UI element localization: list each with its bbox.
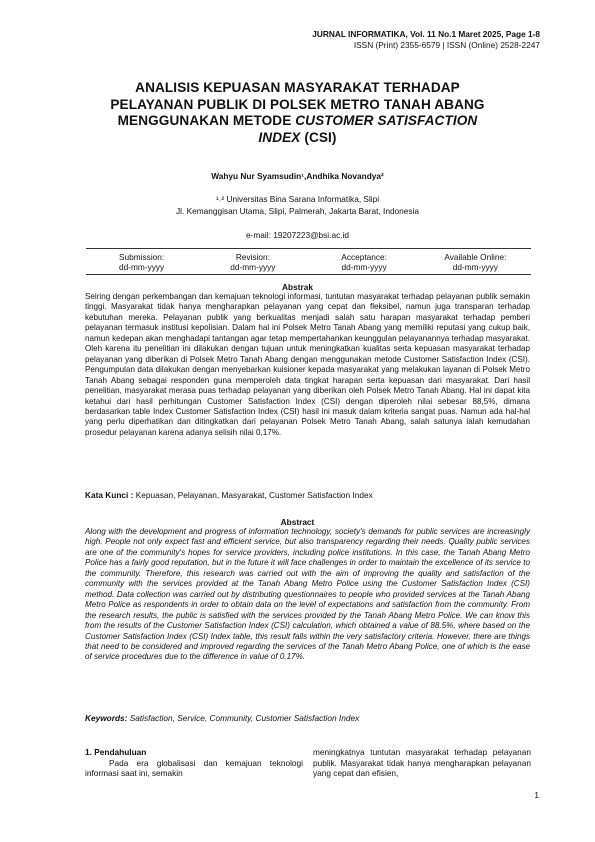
title-line-1: ANALISIS KEPUASAN MASYARAKAT TERHADAP (135, 80, 460, 95)
date-value: dd-mm-yyyy (341, 262, 387, 272)
date-label: Submission: (119, 252, 165, 262)
journal-issn: ISSN (Print) 2355-6579 | ISSN (Online) 2528-2247 (353, 39, 540, 50)
email[interactable]: e-mail: 19207223@bsi.ac.id (246, 230, 349, 240)
title-line-4 (70, 130, 525, 147)
date-revision (197, 252, 308, 272)
date-online (420, 252, 531, 272)
authors: Wahyu Nur Syamsudin¹,Andhika Novandya² (211, 171, 384, 181)
kata-kunci (85, 490, 530, 500)
title-line-2: PELAYANAN PUBLIK DI POLSEK METRO TANAH ABANG (110, 96, 485, 112)
title-line-3-italic: CUSTOMER SATISFACTION (295, 113, 478, 128)
keywords-text: Satisfaction, Service, Community, Customer Satisfaction Index (127, 713, 360, 723)
section-title: 1. Pendahuluan (85, 747, 147, 757)
page-number: 1 (534, 790, 539, 800)
body-left-text: Pada era globalisasi dan kemajuan teknologi informasi saat ini, semakin (85, 757, 303, 778)
keywords (85, 713, 530, 723)
abstrak-text: Seiring dengan perkembangan dan kemajuan teknologi informasi, tuntutan masyarakat terhadap pelayanan publik semakin tinggi. Masyarakat tidak hanya mengharapkan pelayanan yang cepat dan fleksibel, namun juga transparan terhadap kebutuhan mereka. Pelayanan publik yang berkualitas menjadi salah satu harapan masyarakat terhadap pemberi pelayanan termasuk institusi kepolisian. Dalam hal ini Polsek Metro Tanah Abang yang memiliki reputasi yang cukup baik, namun kedepan akan menghadapi tantangan agar tetap mempertahankan keunggulan pelayanannya terhadap masyarakat. Oleh karena itu penelitian ini dilakukan dengan tujuan untuk meningkatkan kualitas serta kepuasan masyarakat terhadap pelayanan yang diberikan di Polsek Metro Tanah Abang dengan menggunakan metode Customer Satisfaction Index (CSI). Pengumpulan data dilakukan dengan menyebarkan kuisioner kepada masyarakat yang melakukan layanan di Polsek Metro Tanah Abang sebagai responden guna memperoleh data tingkat harapan serta kepuasan dari masyarakat. Dari hasil penelitian, masyarakat merasa puas terhadap pelayanan yang diberikan oleh Polsek Metro Tanah Abang. Hal ini dapat kita ketahui dari hasil perhitungan Customer Satisfaction Index (CSI) dengan diperoleh nilai sebesar 88,5%, dimana berdasarkan table Index Customer Satisfaction Index (CSI) hasil ini masuk dalam kriteria sangat puas. Namun ada hal-hal yang perlu diperhatikan dan ditingkatkan dari pelayanan Polsek Metro Tanah Abang, salah satunya ialah kemudahan prosedur pelayanan karena adanya selisih nilai 0,17%. (85, 292, 530, 437)
abstrak-heading: Abstrak (282, 282, 313, 292)
body-right-text: meningkatnya tuntutan masyarakat terhadap pelayanan publik. Masyarakat tidak hanya mengharapkan pelayanan yang cepat dan efisien, (313, 747, 531, 778)
date-acceptance (309, 252, 420, 272)
affiliation-line-2: Jl. Kemanggisan Utama, Slipi, Palmerah, Jakarta Barat, Indonesia (175, 205, 420, 216)
body-right-column (313, 747, 531, 779)
affiliation-line-1: ¹˒² Universitas Bina Sarana Informatika, Slipi (215, 194, 380, 204)
title-line-3-normal: MENGGUNAKAN METODE (117, 113, 296, 128)
date-label: Available Online: (444, 252, 507, 262)
dates-table (86, 248, 531, 275)
affiliation (0, 194, 595, 217)
title-line-4-normal: (CSI) (300, 129, 337, 145)
date-submission (86, 252, 197, 272)
date-value: dd-mm-yyyy (230, 262, 276, 272)
keywords-label: Keywords: (85, 713, 128, 723)
kata-kunci-text: Kepuasan, Pelayanan, Masyarakat, Customer Satisfaction Index (133, 490, 373, 500)
abstract-heading: Abstract (280, 517, 315, 527)
abstract-text: Along with the development and progress of information technology, society's demands for public services are increasingly high. People not only expect fast and efficient service, but also transparency regarding their needs. Quality public services are one of the community's hopes for service providers, including police institutions. In this case, the Tanah Abang Metro Police has a fairly good reputation, but in the future it will face challenges in order to maintain the excellence of its service to the community. Therefore, this research was carried out with the aim of improving the quality and satisfaction of the community with the services provided at the Tanah Abang Metro Police using the Customer Satisfaction Index (CSI) method. Data collection was carried out by distributing questionnaires to people who provided services at the Tanah Abang Metro Police as respondents in order to obtain data on the level of expectations and satisfaction from the community. From the research results, the public is satisfied with the services provided by the Tanah Abang Metro Police. We can know this from the results of the Customer Satisfaction Index (CSI) calculation, which obtained a value of 88.5%, where based on the Customer Satisfaction Index (CSI) Index table, this result falls within the very satisfactory criteria. However, there are things that need to be considered and improved regarding the services of the Tanah Metro Abang Police, one of which is the ease of service procedures due to the difference in value of 0.17%. (85, 527, 530, 662)
paper-title (70, 80, 525, 146)
date-value: dd-mm-yyyy (452, 262, 498, 272)
title-line-3 (70, 113, 525, 130)
date-value: dd-mm-yyyy (119, 262, 165, 272)
journal-header (312, 29, 540, 50)
kata-kunci-label: Kata Kunci : (85, 490, 134, 500)
date-label: Revision: (235, 252, 270, 262)
date-label: Acceptance: (341, 252, 387, 262)
body-left-column (85, 747, 303, 779)
journal-name: JURNAL INFORMATIKA, Vol. 11 No.1 Maret 2025, Page 1-8 (312, 29, 540, 39)
title-line-4-italic: INDEX (258, 129, 301, 145)
